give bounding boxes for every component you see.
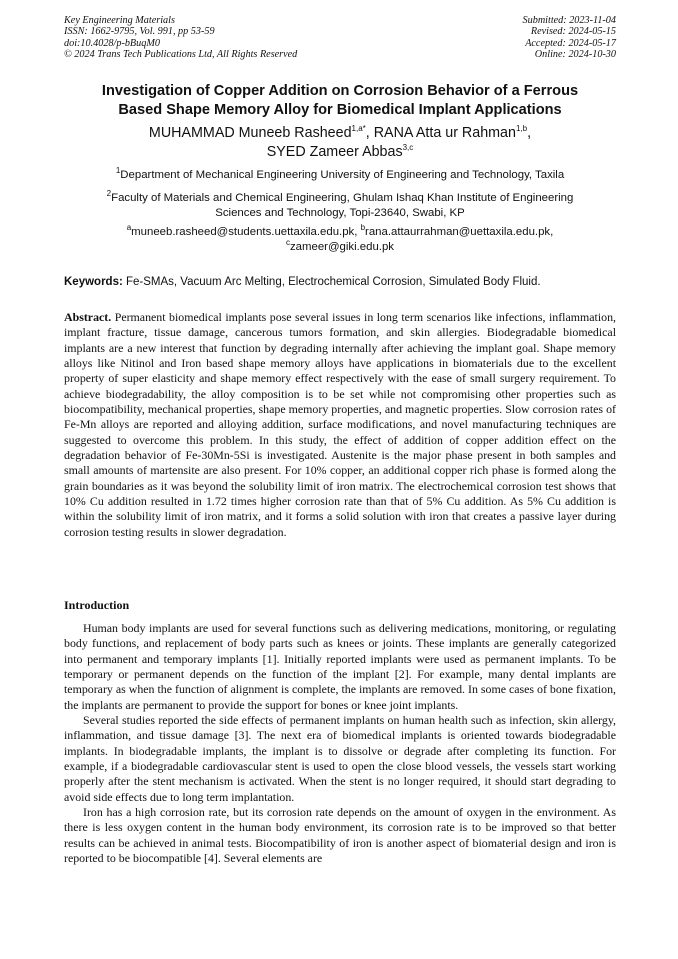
affiliation-1-sup: 1 xyxy=(115,166,121,176)
author-3-sup: 3,c xyxy=(402,142,414,152)
author-2-sup: 1,b xyxy=(515,124,528,134)
affiliation-2 xyxy=(64,191,616,220)
author-separator: , xyxy=(365,125,374,141)
journal-name: Key Engineering Materials xyxy=(64,15,175,26)
keywords-label: Keywords: xyxy=(64,276,123,288)
email-c[interactable]: zameer@giki.edu.pk xyxy=(289,240,394,253)
copyright: © 2024 Trans Tech Publications Ltd, All Rights Reserved xyxy=(64,48,298,60)
email-b-sup: b xyxy=(360,223,366,233)
affiliation-2-line-2: Sciences and Technology, Topi-23640, Swabi, KP xyxy=(215,206,465,219)
article-doi: doi:10.4028/p-bBuqM0 xyxy=(64,37,160,49)
email-a[interactable]: muneeb.rasheed@students.uettaxila.edu.pk, xyxy=(131,226,361,238)
section-heading-introduction: Introduction xyxy=(64,598,130,612)
date-revised: Revised: 2024-05-15 xyxy=(530,26,616,38)
date-submitted: Submitted: 2023-11-04 xyxy=(522,15,616,26)
email-b[interactable]: rana.attaurrahman@uettaxila.edu.pk, xyxy=(365,226,554,238)
header-left xyxy=(64,15,297,60)
abstract-text: Permanent biomedical implants pose several issues in long term scenarios like infections, inflammation, implant fracture, tissue damage, cancerous tumors formation, and skin allergies. Biodegradable biomedical implants are a new interest that function by degrading internally after achieving the implant goal. Shape memory alloys like Nitinol and Iron based shape memory alloys have applications in biomaterials due to the excellent property of super elasticity and shape memory effect respectively with the ease of small surgery requirement. To achieve biodegradability, the alloy composition is to be set while not compromising other properties such as biocompatibility, mechanical properties, shape memory properties, and magnetic properties. Slow corrosion rates of Fe-Mn alloys are reported and alloying addition, surface modifications, and novel manufacturing techniques are suggested to overcome this problem. In this study, the effect of addition of copper addition effect on the degradation behavior of Fe-30Mn-5Si is investigated. Austenite is the major phase present in both samples and small amounts of martensite are also present. For 10% copper, an additional copper rich phase is formed along the grain boundaries as it was beyond the solubility limit of iron matrix. The electrochemical corrosion test shows that 10% Cu addition resulted in 1.72 times higher corrosion rate than that of 5% Cu addition. As 5% Cu addition is within the solubility limit of iron matrix, and it forms a solid solution with iron that creates a passive layer during corrosion testing results in slower degradation. xyxy=(64,310,616,539)
title-line-1: Investigation of Copper Addition on Corrosion Behavior of a Ferrous xyxy=(101,83,579,99)
paper-title xyxy=(64,82,616,119)
date-accepted: Accepted: 2024-05-17 xyxy=(525,37,616,49)
email-a-sup: a xyxy=(126,223,132,233)
affiliation-2-text: Faculty of Materials and Chemical Engineering, Ghulam Ishaq Khan Institute of Engineering xyxy=(111,192,574,204)
emails-line-2 xyxy=(64,237,616,255)
author-emails xyxy=(64,225,616,254)
title-line-2: Based Shape Memory Alloy for Biomedical Implant Applications xyxy=(118,101,562,118)
author-separator: , xyxy=(527,125,532,141)
affiliation-1-text: Department of Mechanical Engineering University of Engineering and Technology, Taxila xyxy=(120,169,565,181)
author-1-name: MUHAMMAD Muneeb Rasheed xyxy=(148,125,352,141)
journal-header xyxy=(64,15,616,60)
emails-line-1 xyxy=(64,225,616,240)
keywords-text: Fe-SMAs, Vacuum Arc Melting, Electrochemical Corrosion, Simulated Body Fluid. xyxy=(122,276,541,288)
keywords xyxy=(64,275,616,289)
email-c-sup: c xyxy=(285,237,290,247)
date-online: Online: 2024-10-30 xyxy=(534,48,616,60)
paragraph: Human body implants are used for several functions such as delivering medications, monitoring, or regulating body functions, and replacement of body parts such as knees or joints. These implants are generally categorized into permanent and temporary implants [1]. Initially reported implants were used as permanent implants. To be temporary or permanent depends on the function of the implant [2]. For example, many dental implants are temporary as when the function of alignment is complete, the implants are removed. In some cases of bone fixation, the implants are permanent to provide the support for bones or knee joint implants. xyxy=(64,621,616,712)
paragraph: Several studies reported the side effects of permanent implants on human health such as infection, skin allergy, inflammation, and tissue damage [3]. The next era of biomedical implants is oriented towards biodegradable implants. In biodegradable implants, the implant is to dissolve or degrade after completing its function. For example, if a biodegradable cardiovascular stent is used to open the close blood vessels, the vessels start working properly after the stent mechanism is activated. When the stent is no longer required, it should start degrading to avoid side effects due to long term implantation. xyxy=(64,713,616,804)
header-right xyxy=(523,15,616,60)
author-2-name: RANA Atta ur Rahman xyxy=(373,125,516,141)
affiliation-1 xyxy=(64,168,616,183)
authors-line-2 xyxy=(64,143,616,162)
abstract-label: Abstract. xyxy=(64,310,112,324)
paragraph: Iron has a high corrosion rate, but its corrosion rate depends on the amount of oxygen in the environment. As there is less oxygen content in the human body environment, its corrosion rate is to be improved so that better results can be achieved in animal tests. Biocompatibility of iron is another aspect of biomaterial design and iron is reported to be biocompatible [4]. Several elements are xyxy=(64,805,616,866)
author-list xyxy=(64,124,616,161)
affiliation-2-sup: 2 xyxy=(106,189,112,199)
introduction-body xyxy=(64,621,616,867)
affiliation-2-line-1 xyxy=(64,191,616,206)
authors-line-1 xyxy=(64,124,616,143)
abstract xyxy=(64,310,616,540)
author-1-sup: 1,a* xyxy=(351,124,366,134)
journal-issn: ISSN: 1662-9795, Vol. 991, pp 53-59 xyxy=(64,26,215,38)
author-3-name: SYED Zameer Abbas xyxy=(266,143,403,160)
